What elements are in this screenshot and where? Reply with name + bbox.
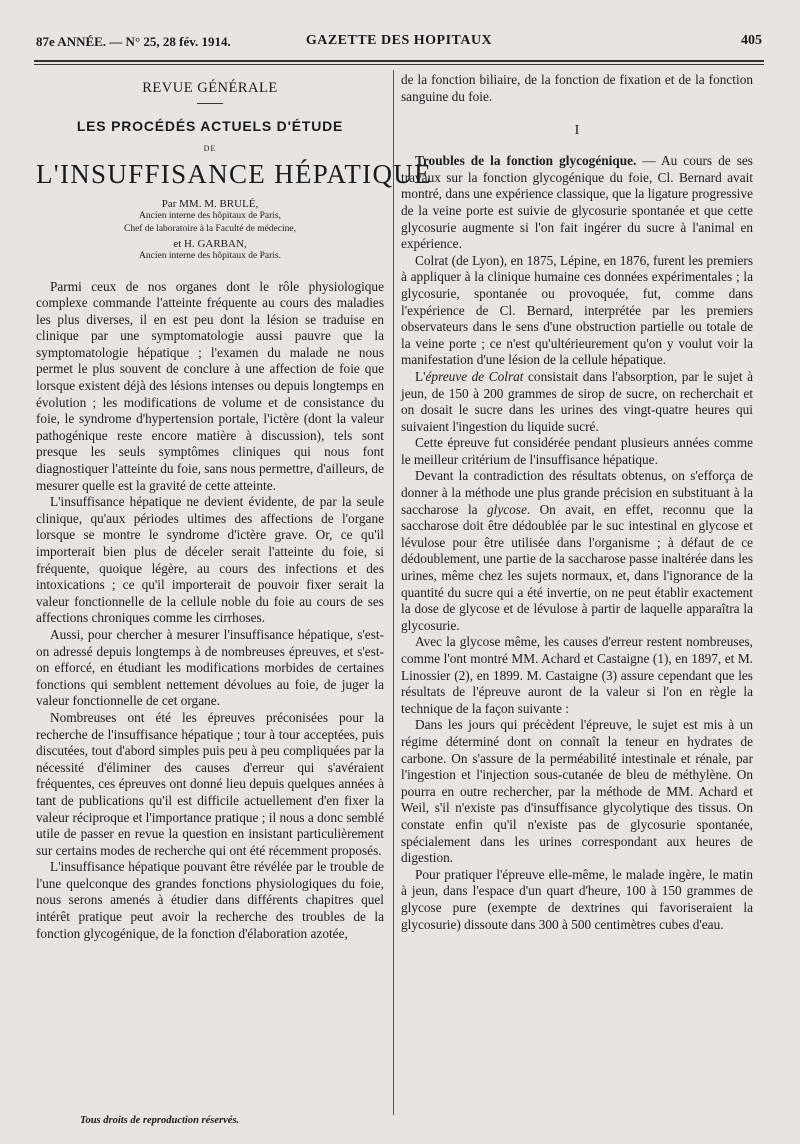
paragraph-continued: de la fonction biliaire, de la fonction de fixation et de la fonction sanguine du foie. xyxy=(401,72,753,104)
footer-notice: Tous droits de reproduction réservés. xyxy=(80,1115,240,1126)
byline-second-author: et H. GARBAN, xyxy=(173,238,247,250)
article-title: L'INSUFFISANCE HÉPATIQUE xyxy=(36,159,432,189)
paragraph: Avec la glycose même, les causes d'erreur restent nombreuses, comme l'ont montré MM. Achard et Castaigne (1), en 1897, et M. Linossier (2), en 1899. M. Castaigne (3) assure cependant que les résultats de l'épreuve auront de la valeur si l'on en règle la technique de la façon suivante : xyxy=(401,634,753,716)
paragraph xyxy=(401,153,753,253)
emphasis: glycose xyxy=(486,501,527,517)
right-column xyxy=(401,72,753,933)
paragraph: Parmi ceux de nos organes dont le rôle physiologique complexe commande l'atteinte fréquente au cours des maladies les plus diverses, il en est peu dont la lésion se traduise en clinique par une symptomatologie aussi pauvre que la symptomatologie hépatique ; l'examen du malade ne nous permet le plus souvent de conclure à une affection de foie que lorsque existent déjà des lésions intenses ou depuis longtemps en évolution ; les modifications de volume et de consistance du foie, le syndrome d'hypertension portale, l'ictère (dont la valeur pathogénique reste encore matière à discussion), tels sont presque les seuls symptômes cliniques qui nous font diagnostiquer l'atteinte du foie, sans nous permettre, d'ailleurs, de mesurer quelle est la gravité de cette atteinte. xyxy=(36,278,384,493)
header-rule-thin xyxy=(34,64,764,65)
header-rule xyxy=(34,60,764,62)
article-kicker: LES PROCÉDÉS ACTUELS D'ÉTUDE xyxy=(76,118,344,134)
paragraph: L'insuffisance hépatique pouvant être révélée par le trouble de l'une quelconque des grandes fonctions physiologiques du foie, nous serons amenés à étudier dans différents chapitres quel intérêt pratique peut avoir la recherche des troubles de la fonction glycogénique, de la fonction d'élaboration azotée, xyxy=(36,859,384,941)
paragraph: L'insuffisance hépatique ne devient évidente, de par la seule clinique, qu'aux périodes ultimes des affections de l'organe lorsque se montre le syndrome d'ictère grave. Or, ce qu'il importerait bien plus de déceler serait l'atteinte du foie, si fréquente, quoique légère, au cours des infections et des intoxications ; ce qu'il importerait de pouvoir fixer serait la valeur fonctionnelle de la cellule noble du foie au cours de ses affections chroniques comme les cirrhoses. xyxy=(36,494,384,626)
affiliation: Ancien interne des hôpitaux de Paris, xyxy=(139,211,281,221)
byline: Par MM. M. BRULÉ, xyxy=(161,198,259,210)
paragraph: Pour pratiquer l'épreuve elle-même, le malade ingère, le matin à jeun, dans l'espace d'un quart d'heure, 100 à 150 grammes de glycose pure (exempte de dextrines qui favoriseraient la glycosurie) dissoute dans 300 à 500 centimètres cubes d'eau. xyxy=(401,866,753,932)
paragraph-text: — Au cours de ses travaux sur la fonction glycogénique du foie, Cl. Bernard avait montré, dans une expérience classique, que la ligature progressive de la veine porte est suivie de glycosurie spontanée et que cette glycosurie augmente si l'on fait ingérer du sucre à l'animal en expérience. xyxy=(401,153,753,252)
left-column xyxy=(36,72,432,942)
rubric: REVUE GÉNÉRALE xyxy=(142,80,278,96)
page-header xyxy=(36,30,762,54)
paragraph-text: Devant la contradiction des résultats obtenus, on s'efforça de donner à la méthode une plus grande précision en substituant à la saccharose la xyxy=(401,468,753,517)
paragraph: Cette épreuve fut considérée pendant plusieurs années comme le meilleur critérium de l'insuffisance hépatique. xyxy=(401,435,753,467)
affiliation: Chef de laboratoire à la Faculté de médecine, xyxy=(124,223,296,234)
emphasis: épreuve de Colrat xyxy=(425,368,524,384)
paragraph: Nombreuses ont été les épreuves préconisées pour la recherche de l'insuffisance hépatique ; tour à tour acceptées, puis discutées, tout d'abord simples puis peu à peu compliquées par la nécessité d'éliminer des causes d'erreur qui s'avéraient fréquentes, ces épreuves ont donné lieu depuis quelques années à tant de publications qu'il est difficile actuellement d'en fixer la valeur réciproque et l'importance pratique ; il nous a donc semblé utile de passer en revue la question en insistant particulièrement sur certains modes de recherche qui ont été récemment proposés. xyxy=(36,709,384,858)
paragraph-text: . On avait, en effet, reconnu que la saccharose doit être dédoublée par le suc intestinal en glycose et lévulose pour être utilisée dans l'organisme ; à défaut de ce dédoublement, une partie de la saccharose passe inaltérée dans les urines, même chez les sujets normaux, et, dans l'ignorance de la quantité du sucre qui a été invertie, on ne peut établir exactement la dose de glycose et de lévulose à partir de laquelle apparaîtra la glycosurie. xyxy=(401,501,753,633)
article-de: DE xyxy=(203,144,217,153)
column-divider xyxy=(393,70,394,1115)
section-title: Troubles de la fonction glycogénique. xyxy=(415,153,637,169)
paragraph-text: L' xyxy=(415,368,426,384)
paragraph: Dans les jours qui précèdent l'épreuve, le sujet est mis à un régime déterminé dont on connaît la teneur en hydrates de carbone. On s'assure de la perméabilité intestinale et rénale, par l'ingestion et l'injection sous-cutanée de bleu de méthylène. On pourra en outre rechercher, par la méthode de MM. Achard et Weil, s'il n'existe pas d'insuffisance glycolytique des tissus. On constate enfin qu'il n'existe pas de glycosurie spontanée, spécialement dans les urines correspondant aux heures de digestion. xyxy=(401,717,753,866)
paragraph xyxy=(401,369,753,435)
paragraph-text: consistait dans l'absorption, par le sujet à jeun, de 150 à 200 grammes de sirop de sucre, on recherchait et on dosait le sucre dans les urines des vingt-quatre heures qui suivaient l'ingestion du liquide sucré. xyxy=(401,368,754,434)
rubric-rule xyxy=(197,103,223,104)
journal-title: GAZETTE DES HOPITAUX xyxy=(305,33,493,48)
affiliation: Ancien interne des hôpitaux de Paris. xyxy=(139,251,281,261)
page-number: 405 xyxy=(741,33,762,48)
paragraph: Aussi, pour chercher à mesurer l'insuffisance hépatique, s'est-on adressé depuis longtemps à de nombreuses épreuves, et s'est-on efforcé, en étudiant les modifications morbides de certaines fonctions qui semblent nettement dévolues au foie, de juger la valeur fonctionnelle de cet organe. xyxy=(36,626,384,709)
paragraph: Colrat (de Lyon), en 1875, Lépine, en 1876, furent les premiers à appliquer à la clinique humaine ces données expérimentales ; la glycosurie, spontanée ou provoquée, fut, comme dans l'expérience de Cl. Bernard, interprétée par les premiers observateurs dans le sens d'une obstruction partielle ou totale de la veine porte ; ce n'est qu'ultérieurement qu'on y voulut voir la manifestation d'une lésion de la cellule hépatique. xyxy=(401,252,753,368)
issue-info: 87e ANNÉE. — N° 25, 28 fév. 1914. xyxy=(36,34,231,49)
section-number: I xyxy=(574,123,580,139)
paragraph xyxy=(401,468,753,634)
